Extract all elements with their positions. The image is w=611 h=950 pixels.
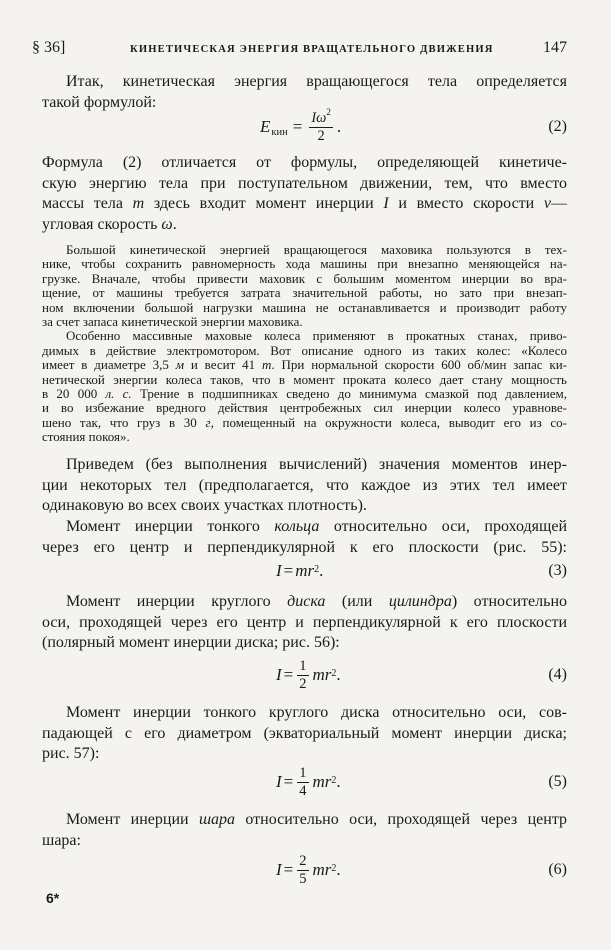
fraction: [297, 854, 308, 887]
paragraph-ring: [42, 517, 567, 558]
text-line: падающей с его диаметром (экваториальный момент инерции диска;: [42, 724, 567, 742]
formula-5: [42, 765, 567, 799]
text-line: [42, 358, 567, 372]
formula-label: (4): [548, 666, 567, 683]
omega-symbol: ω: [316, 109, 327, 126]
text-line: димых в действие электромотором. Вот описание одного из таких колес: «Колесо: [42, 342, 567, 358]
energy-subscript: кин: [271, 126, 288, 138]
formula-label: (2): [548, 118, 567, 135]
paragraph-comparison: [42, 153, 567, 235]
signature-mark: 6*: [46, 890, 60, 906]
text-segment: имеет в диаметре 3,5: [42, 357, 176, 373]
equals-sign: =: [283, 665, 294, 684]
text-segment: .: [172, 215, 177, 233]
text-segment: ) относительно: [451, 593, 567, 610]
text-line: [42, 215, 567, 236]
text-line: и во избежание вредного действия центробежных сил инерции колесо уравнове-: [42, 400, 567, 416]
formula-expression: I = $\frac{1}{4}$ mr $^2$ .: [276, 764, 341, 799]
numerator: 1: [299, 764, 307, 781]
text-segment: здесь входит момент инерции: [144, 195, 384, 212]
text-line: стояния покоя».: [42, 429, 130, 445]
formula-period: .: [319, 561, 324, 580]
formula-label: (5): [548, 773, 567, 790]
inertia-symbol: I: [276, 561, 282, 580]
variable-symbol: ω: [161, 215, 173, 233]
formula-expression: I = $\frac{1}{2}$ mr $^2$ .: [276, 657, 341, 692]
formula-label: (6): [548, 861, 567, 878]
equals-sign: =: [283, 860, 294, 879]
numerator: [309, 106, 333, 128]
formula-2: [42, 106, 567, 144]
text-segment: и весит 41: [184, 357, 262, 373]
running-title: КИНЕТИЧЕСКАЯ ЭНЕРГИЯ ВРАЩАТЕЛЬНОГО ДВИЖЕНИЯ: [130, 44, 494, 55]
formula-label: (3): [548, 562, 567, 579]
formula-expression: [260, 106, 342, 144]
fraction: [297, 766, 308, 799]
text-segment: относительно оси, проходящей через центр: [235, 811, 568, 828]
formula-period: .: [336, 117, 342, 136]
mass-radius-symbols: mr: [312, 772, 332, 791]
text-line: Большой кинетической энергией вращающегося маховика пользуются в тех-: [66, 242, 567, 257]
energy-symbol: E: [260, 117, 271, 136]
variable-symbol: v: [543, 195, 552, 212]
text-line: Итак, кинетическая энергия вращающегося тела определяется: [66, 73, 567, 90]
text-line: одинаковую во всех своих участках плотность).: [42, 497, 367, 514]
denominator: 2: [299, 675, 307, 692]
unit-symbol: г: [205, 414, 211, 430]
text-segment: , помещенный на окружности колеса, выводит его из со-: [210, 414, 567, 430]
text-line: грузке. Вначале, чтобы привести маховик с большим моментом инерции во вра-: [42, 270, 567, 286]
small-print-note: [42, 243, 567, 444]
section-number: § 36]: [32, 39, 66, 56]
numerator: 2: [299, 852, 307, 869]
formula-expression: I = $\frac{2}{5}$ mr $^2$ .: [276, 852, 341, 887]
text-line: нетической энергии колеса таков, что в момент проката колесо дает стану мощность: [42, 371, 567, 387]
mass-radius-symbols: mr: [312, 665, 332, 684]
text-line: такой формулой:: [42, 93, 157, 111]
inertia-symbol: I: [276, 860, 282, 879]
exponent: 2: [326, 106, 331, 117]
text-line: скую энергию тела при поступательном движении, тем, что вместо: [42, 174, 567, 192]
text-segment: в 20 000: [42, 385, 106, 401]
text-segment: и вместо скорости: [388, 195, 544, 212]
equals-sign: =: [292, 117, 303, 136]
emphasized-term: шара: [198, 811, 236, 828]
emphasized-term: цилиндра: [388, 593, 452, 610]
inertia-symbol: I: [276, 772, 282, 791]
equals-sign: =: [283, 772, 294, 791]
denominator: 4: [299, 782, 307, 799]
text-line: ном включении большой нагрузки машина не останавливается и производит работу: [42, 299, 567, 315]
paragraph-moments-list: [42, 455, 567, 517]
text-line: за счет запаса кинетической энергии маховика.: [42, 313, 303, 329]
inertia-symbol: I: [276, 665, 282, 684]
text-line: щение, от машины требуется затрата значительной работы, но зато при внезап-: [42, 285, 567, 301]
text-segment: Момент инерции круглого: [66, 593, 288, 610]
paragraph-disk-equatorial: [42, 703, 567, 765]
text-line: Приведем (без выполнения вычислений) значения моментов инер-: [66, 456, 567, 473]
text-segment: . При нормальной скорости 600 об/мин запас ки-: [271, 357, 567, 373]
formula-3: [42, 556, 567, 586]
text-segment: угловая скорость: [42, 215, 162, 233]
unit-symbol: м: [175, 357, 184, 373]
text-line: [42, 810, 567, 831]
text-line: (полярный момент инерции диска; рис. 56):: [42, 634, 340, 651]
text-segment: —: [551, 195, 568, 212]
text-line: [42, 194, 567, 215]
numerator: 1: [299, 657, 307, 674]
inertia-symbol: I: [311, 109, 317, 126]
text-segment: относительно оси, проходящей: [319, 518, 568, 535]
mass-radius-symbols: mr: [295, 561, 315, 580]
fraction: [309, 106, 333, 144]
mass-radius-symbols: mr: [312, 860, 332, 879]
formula-period: .: [336, 772, 341, 791]
paragraph-sphere: [42, 810, 567, 851]
text-line: Формула (2) отличается от формулы, определяющей кинетиче-: [42, 154, 567, 171]
variable-symbol: m: [132, 195, 145, 212]
page-number: 147: [543, 39, 567, 56]
formula-period: .: [336, 665, 341, 684]
text-segment: Трение в подшипниках сведено до минимума смазкой под давлением,: [131, 385, 567, 401]
text-line: ции некоторых тел (предполагается, что каждое из этих тел имеет: [42, 476, 567, 494]
denominator: 2: [317, 127, 325, 144]
text-line: [42, 387, 567, 401]
text-segment: Момент инерции: [66, 811, 199, 828]
text-line: шара:: [42, 831, 81, 849]
text-line: рис. 57):: [42, 745, 100, 762]
emphasized-term: кольца: [274, 518, 320, 535]
formula-4: [42, 658, 567, 692]
paragraph-disk-polar: [42, 592, 567, 654]
paragraph-intro: [42, 72, 567, 113]
formula-6: [42, 853, 567, 887]
equals-sign: =: [283, 561, 294, 580]
text-line: [42, 416, 567, 430]
text-segment: шено так, что груз в 30: [42, 414, 206, 430]
unit-symbol: т: [261, 357, 272, 373]
text-line: [42, 592, 567, 613]
formula-period: .: [336, 860, 341, 879]
text-line: через его центр и перпендикулярной к его плоскости (рис. 55):: [42, 538, 567, 556]
text-line: Особенно массивные маховые колеса применяют в прокатных станах, приво-: [66, 328, 567, 344]
variable-symbol: I: [383, 195, 389, 212]
fraction: [297, 659, 308, 692]
text-line: [42, 517, 567, 538]
emphasized-term: диска: [287, 593, 326, 610]
text-segment: Момент инерции тонкого: [66, 518, 275, 535]
denominator: 5: [299, 870, 307, 887]
text-segment: массы тела: [42, 195, 133, 212]
formula-expression: I = mr $^2$ .: [276, 561, 324, 580]
text-segment: (или: [325, 593, 389, 610]
text-line: Момент инерции тонкого круглого диска относительно оси, сов-: [66, 704, 567, 721]
text-line: нике, чтобы сохранить равномерность хода машины при внезапно меняющейся на-: [42, 256, 567, 272]
text-line: оси, проходящей через его центр и перпендикулярной к его плоскости: [42, 613, 567, 631]
unit-symbol: л. с.: [105, 385, 132, 401]
